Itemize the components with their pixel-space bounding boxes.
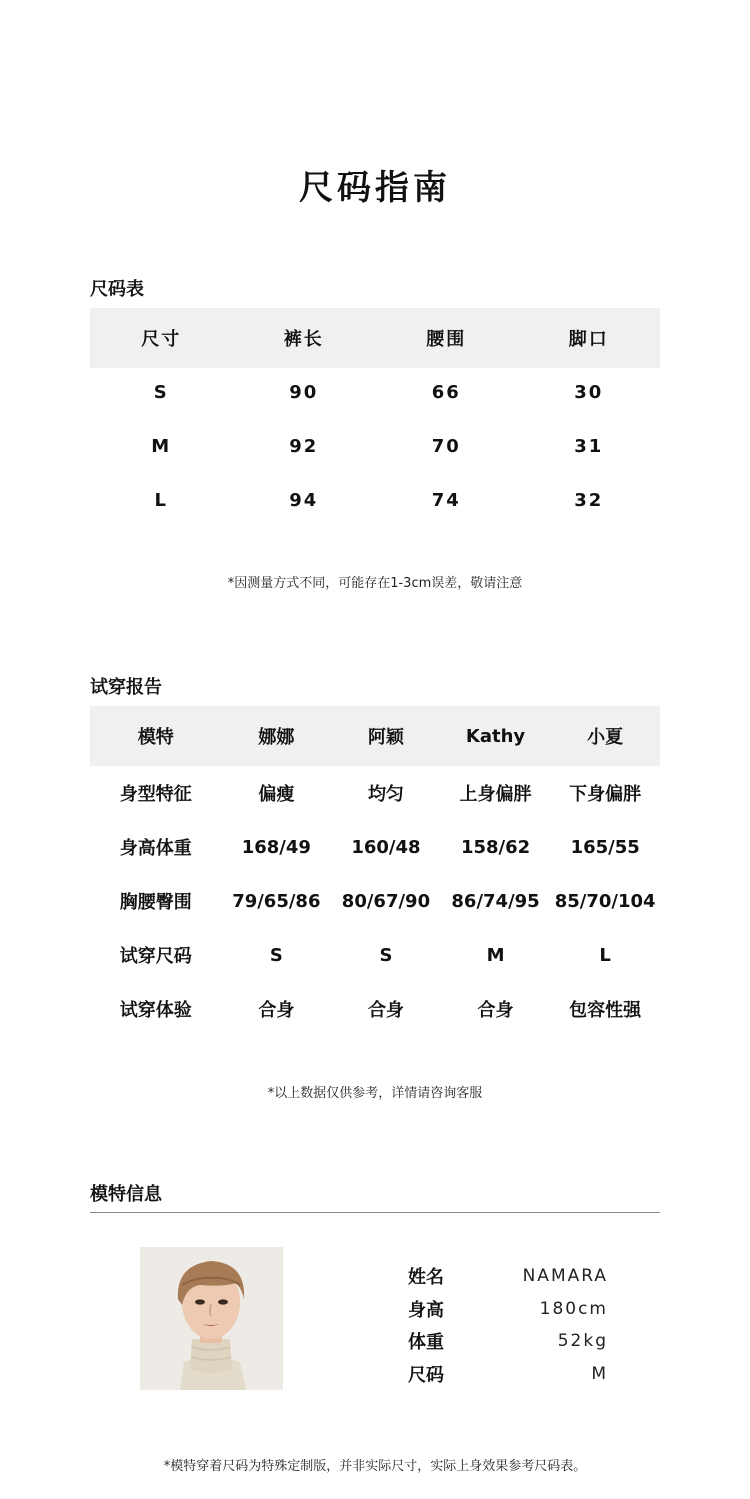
table-cell: 身高体重 [119, 838, 192, 859]
size-table [90, 308, 660, 527]
trial-table-header [90, 706, 660, 766]
info-value: 180cm [539, 1298, 608, 1319]
table-cell: 168/49 [241, 836, 311, 858]
table-cell: 31 [574, 435, 604, 457]
table-cell: 30 [574, 381, 604, 403]
table-cell: 上身偏胖 [459, 784, 532, 805]
table-cell: L [599, 944, 611, 966]
table-row [90, 982, 660, 1036]
table-cell: 85/70/104 [554, 890, 656, 912]
table-cell: 160/48 [351, 836, 421, 858]
table-cell: 94 [289, 489, 319, 511]
table-cell: M [486, 944, 505, 966]
table-cell: 身型特征 [119, 784, 192, 805]
page-title: 尺码指南 [299, 168, 451, 208]
table-row [90, 365, 660, 419]
table-cell: 试穿体验 [119, 1000, 192, 1021]
header-cell: Kathy [465, 725, 526, 747]
table-cell: 70 [431, 435, 461, 457]
model-info-row [408, 1260, 608, 1293]
model-section-title: 模特信息 [90, 1184, 162, 1205]
table-cell: 32 [574, 489, 604, 511]
info-value: NAMARA [522, 1266, 608, 1287]
table-cell: 74 [431, 489, 461, 511]
model-info-row [408, 1325, 608, 1358]
table-cell: 79/65/86 [232, 890, 321, 912]
table-row [90, 874, 660, 928]
table-cell: 92 [289, 435, 319, 457]
info-label: 体重 [408, 1332, 444, 1354]
table-cell: 86/74/95 [451, 890, 540, 912]
trial-table [90, 706, 660, 1036]
table-row [90, 473, 660, 527]
table-cell: 80/67/90 [341, 890, 431, 912]
info-label: 姓名 [408, 1267, 444, 1289]
header-cell: 腰围 [426, 329, 467, 350]
header-cell: 裤长 [283, 329, 324, 350]
table-cell: 均匀 [367, 784, 404, 805]
table-row [90, 419, 660, 473]
table-cell: S [269, 944, 283, 966]
table-cell: S [153, 381, 169, 403]
table-cell: 158/62 [460, 836, 531, 858]
table-cell: 合身 [258, 1000, 295, 1021]
table-cell: 165/55 [570, 836, 640, 858]
table-cell: 试穿尺码 [119, 946, 192, 967]
size-table-header [90, 308, 660, 368]
header-cell: 小夏 [587, 727, 624, 748]
size-section-title: 尺码表 [90, 279, 144, 300]
model-info [408, 1260, 608, 1390]
info-label: 尺码 [408, 1364, 444, 1386]
header-cell: 娜娜 [258, 727, 295, 748]
table-cell: 合身 [477, 1000, 514, 1021]
table-row [90, 820, 660, 874]
header-cell: 尺寸 [141, 329, 182, 350]
model-photo [140, 1247, 283, 1390]
info-label: 身高 [408, 1299, 444, 1321]
table-cell: 90 [289, 381, 319, 403]
model-info-row [408, 1358, 608, 1391]
table-cell: S [379, 944, 393, 966]
table-cell: L [154, 489, 168, 511]
table-cell: 合身 [367, 1000, 404, 1021]
table-cell: 包容性强 [569, 1000, 642, 1021]
table-cell: 66 [431, 381, 461, 403]
model-info-row [408, 1293, 608, 1326]
table-cell: M [151, 435, 172, 457]
header-cell: 脚口 [568, 329, 609, 350]
table-row [90, 928, 660, 982]
size-note: *因测量方式不同，可能存在1-3cm误差，敬请注意 [227, 576, 523, 591]
info-value: 52kg [557, 1331, 608, 1352]
table-cell: 偏瘦 [258, 784, 295, 805]
model-note: *模特穿着尺码为特殊定制版，并非实际尺寸，实际上身效果参考尺码表。 [163, 1459, 587, 1474]
model-portrait-image [140, 1247, 283, 1390]
trial-section-title: 试穿报告 [90, 677, 162, 698]
table-cell: 下身偏胖 [569, 784, 642, 805]
header-cell: 阿颖 [367, 727, 404, 748]
info-value: M [591, 1363, 608, 1384]
section-divider [90, 1212, 660, 1213]
header-cell: 模特 [137, 727, 174, 748]
table-row [90, 766, 660, 820]
trial-note: *以上数据仅供参考，详情请咨询客服 [267, 1086, 483, 1101]
table-cell: 胸腰臀围 [119, 892, 192, 913]
